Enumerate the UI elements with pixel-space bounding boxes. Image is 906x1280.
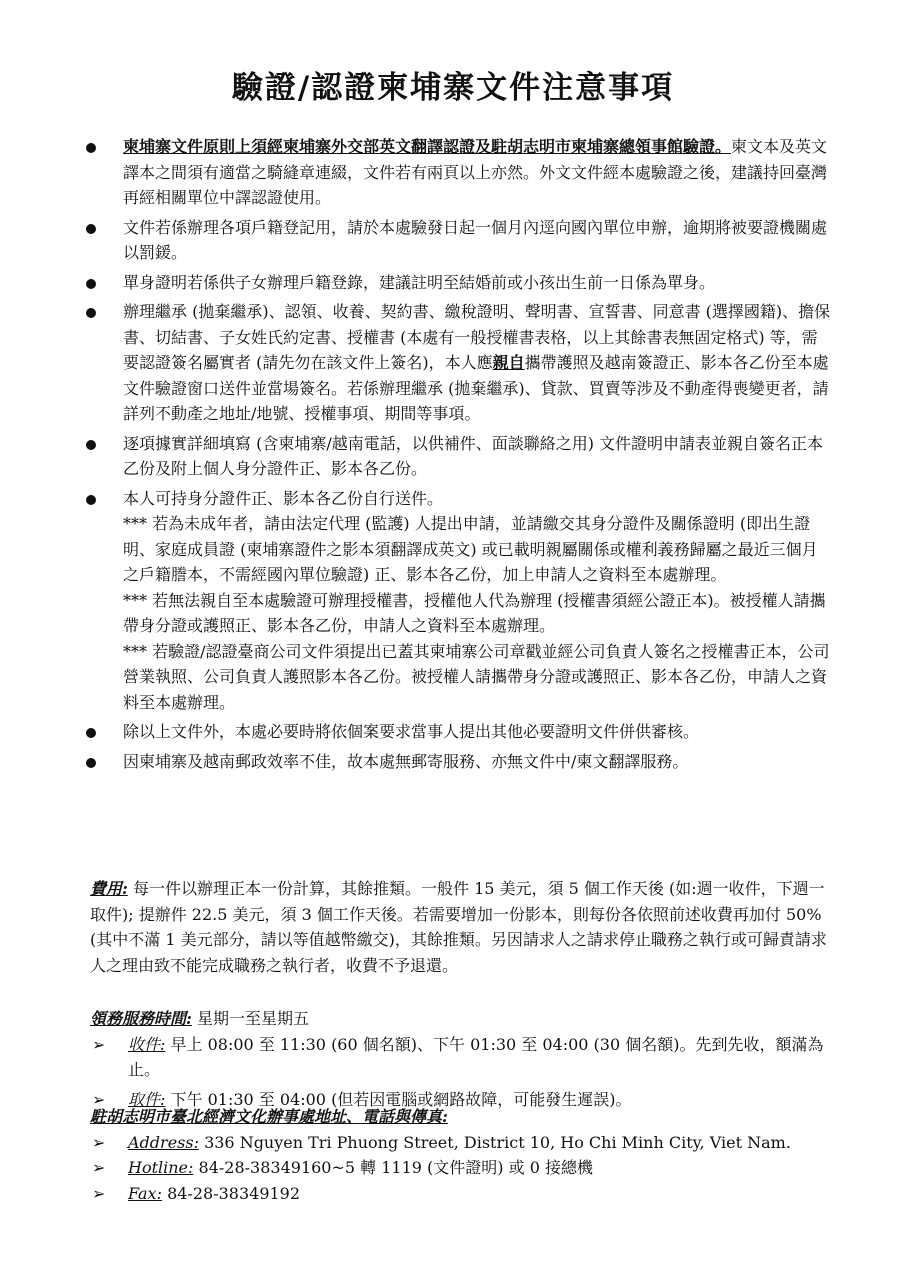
list-item (86, 299, 831, 427)
contact-heading: 駐胡志明市臺北經濟文化辦事處地址、電話與傳真: (90, 1107, 448, 1126)
arrow-icon: ➢ (92, 1034, 106, 1054)
pickup-label: 取件: (128, 1089, 166, 1109)
bullet-icon (86, 728, 96, 738)
sub-note: *** 若驗證/認證臺商公司文件須提出已蓋其柬埔寨公司章戳並經公司負責人簽名之授權書正本，公司營業執照、公司負責人護照影本各乙份。被授權人請攜帶身分證或護照正、影本各乙份，申請人之資料至本處辦理。 (123, 641, 830, 712)
fees-text: 每一件以辦理正本一份計算，其餘推類。一般件 15 美元，須 5 個工作天後 (如:週一收件，下週一取件); 提辦件 22.5 美元，須 3 個工作天後。若需要增加一份影本，則每份各依照前述收費再加付 50% (其中不滿 1 美元部分，請以等值越幣繳交)，其餘推類。另因請求人之請求停止職務之執行或可歸責請求人之理由致不能完成職務之執行者，收費不予退還。 (90, 879, 827, 975)
list-item (86, 486, 831, 716)
notice-text: 攜帶護照及越南簽證正、影本各乙份至本處文件驗證窗口送件並當場簽名。若係辦理繼承 (拋棄繼承)、貸款、買賣等涉及不動產得喪變更者，請詳列不動產之地址/地號、授權事項、期間等事項。 (123, 353, 829, 423)
list-item (90, 1181, 830, 1207)
address-label: Address: (128, 1132, 199, 1152)
bullet-icon (86, 308, 96, 318)
list-item (86, 719, 831, 745)
notice-text: 逐項據實詳細填寫 (含柬埔寨/越南電話，以供補件、面談聯絡之用) 文件證明申請表並親自簽名正本乙份及附上個人身分證件正、影本各乙份。 (123, 433, 824, 478)
hours-value: 星期一至星期五 (197, 1009, 310, 1028)
notice-text: 單身證明若係供子女辦理戶籍登錄，建議註明至結婚前或小孩出生前一日係為單身。 (123, 272, 716, 292)
list-item (86, 431, 831, 482)
arrow-icon: ➢ (92, 1158, 106, 1177)
pickup-text: 下午 01:30 至 04:00 (但若因電腦或網路故障，可能發生遲誤)。 (170, 1089, 632, 1109)
bullet-icon (86, 143, 96, 153)
list-item (90, 1130, 830, 1156)
hotline-text: 84-28-38349160~5 轉 1119 (文件證明) 或 0 接總機 (198, 1158, 593, 1177)
page-title: 驗證/認證柬埔寨文件注意事項 (231, 70, 675, 106)
receive-label: 收件: (128, 1034, 166, 1054)
notice-text: 因柬埔寨及越南郵政效率不佳，故本處無郵寄服務、亦無文件中/柬文翻譯服務。 (123, 751, 689, 771)
fax-label: Fax: (128, 1183, 162, 1203)
bullet-icon (86, 758, 96, 768)
fees-section (90, 876, 830, 978)
fax-text: 84-28-38349192 (167, 1183, 301, 1203)
sub-note: *** 若為未成年者，請由法定代理 (監護) 人提出申請，並請繳交其身分證件及關係證明 (即出生證明、家庭成員證 (柬埔寨證件之影本須翻譯成英文) 或已載明親屬關係或權利義務歸屬之最近三個月之戶籍謄本，不需經國內單位驗證) 正、影本各乙份，加上申請人之資料至本處辦理。 (123, 514, 818, 584)
hours-list (90, 1032, 830, 1113)
hours-section (90, 1006, 830, 1112)
address-text: 336 Nguyen Tri Phuong Street, District 10, Ho Chi Minh City, Viet Nam. (204, 1132, 791, 1152)
list-item (86, 749, 831, 775)
bullet-icon (86, 224, 96, 234)
notice-text: 柬文本及英文譯本之間須有適當之騎縫章連綴，文件若有兩頁以上亦然。外文文件經本處驗證之後，建議持回臺灣再經相關單位中譯認證使用。 (123, 137, 828, 207)
bullet-icon (86, 440, 96, 450)
bullet-icon (86, 495, 96, 505)
list-item (86, 134, 831, 211)
notice-text: 除以上文件外，本處必要時將依個案要求當事人提出其他必要證明文件併供審核。 (123, 722, 700, 741)
fees-label: 費用: (90, 879, 128, 898)
receive-text: 早上 08:00 至 11:30 (60 個名額)、下午 01:30 至 04:00 (30 個名額)。先到先收，額滿為止。 (128, 1034, 824, 1079)
sub-note: *** 若無法親自至本處驗證可辦理授權書，授權他人代為辦理 (授權書須經公證正本)。被授權人請攜帶身分證或護照正、影本各乙份，申請人之資料至本處辦理。 (123, 590, 826, 635)
contact-list (90, 1130, 830, 1207)
notice-text: 辦理繼承 (拋棄繼承)、認領、收養、契約書、繳稅證明、聲明書、宣誓書、同意書 (選擇國籍)、擔保書、切結書、子女姓氏約定書、授權書 (本處有一般授權書表格，以上其餘書表無固定格式) 等，需要認證簽名屬實者 (請先勿在該文件上簽名)，本人應 (123, 302, 831, 372)
notice-emphasis: 親自 (492, 353, 525, 372)
bullet-icon (86, 279, 96, 289)
contact-section (90, 1104, 830, 1206)
arrow-icon: ➢ (92, 1132, 106, 1152)
list-item (86, 215, 831, 266)
hours-heading (90, 1006, 830, 1032)
notice-lead: 柬埔寨文件原則上須經柬埔寨外交部英文翻譯認證及駐胡志明市柬埔寨總領事館驗證。 (123, 137, 732, 156)
list-item (90, 1155, 830, 1181)
list-item (90, 1032, 830, 1083)
arrow-icon: ➢ (92, 1183, 106, 1203)
notice-text: 本人可持身分證件正、影本各乙份自行送件。 (123, 488, 444, 508)
hours-label: 領務服務時間: (90, 1009, 192, 1028)
notice-list (86, 134, 831, 778)
notice-text: 文件若係辦理各項戶籍登記用，請於本處驗發日起一個月內逕向國內單位申辦，逾期將被要證機關處以罰鍰。 (123, 217, 828, 262)
hotline-label: Hotline: (128, 1158, 194, 1177)
list-item (86, 270, 831, 296)
arrow-icon: ➢ (92, 1089, 106, 1109)
